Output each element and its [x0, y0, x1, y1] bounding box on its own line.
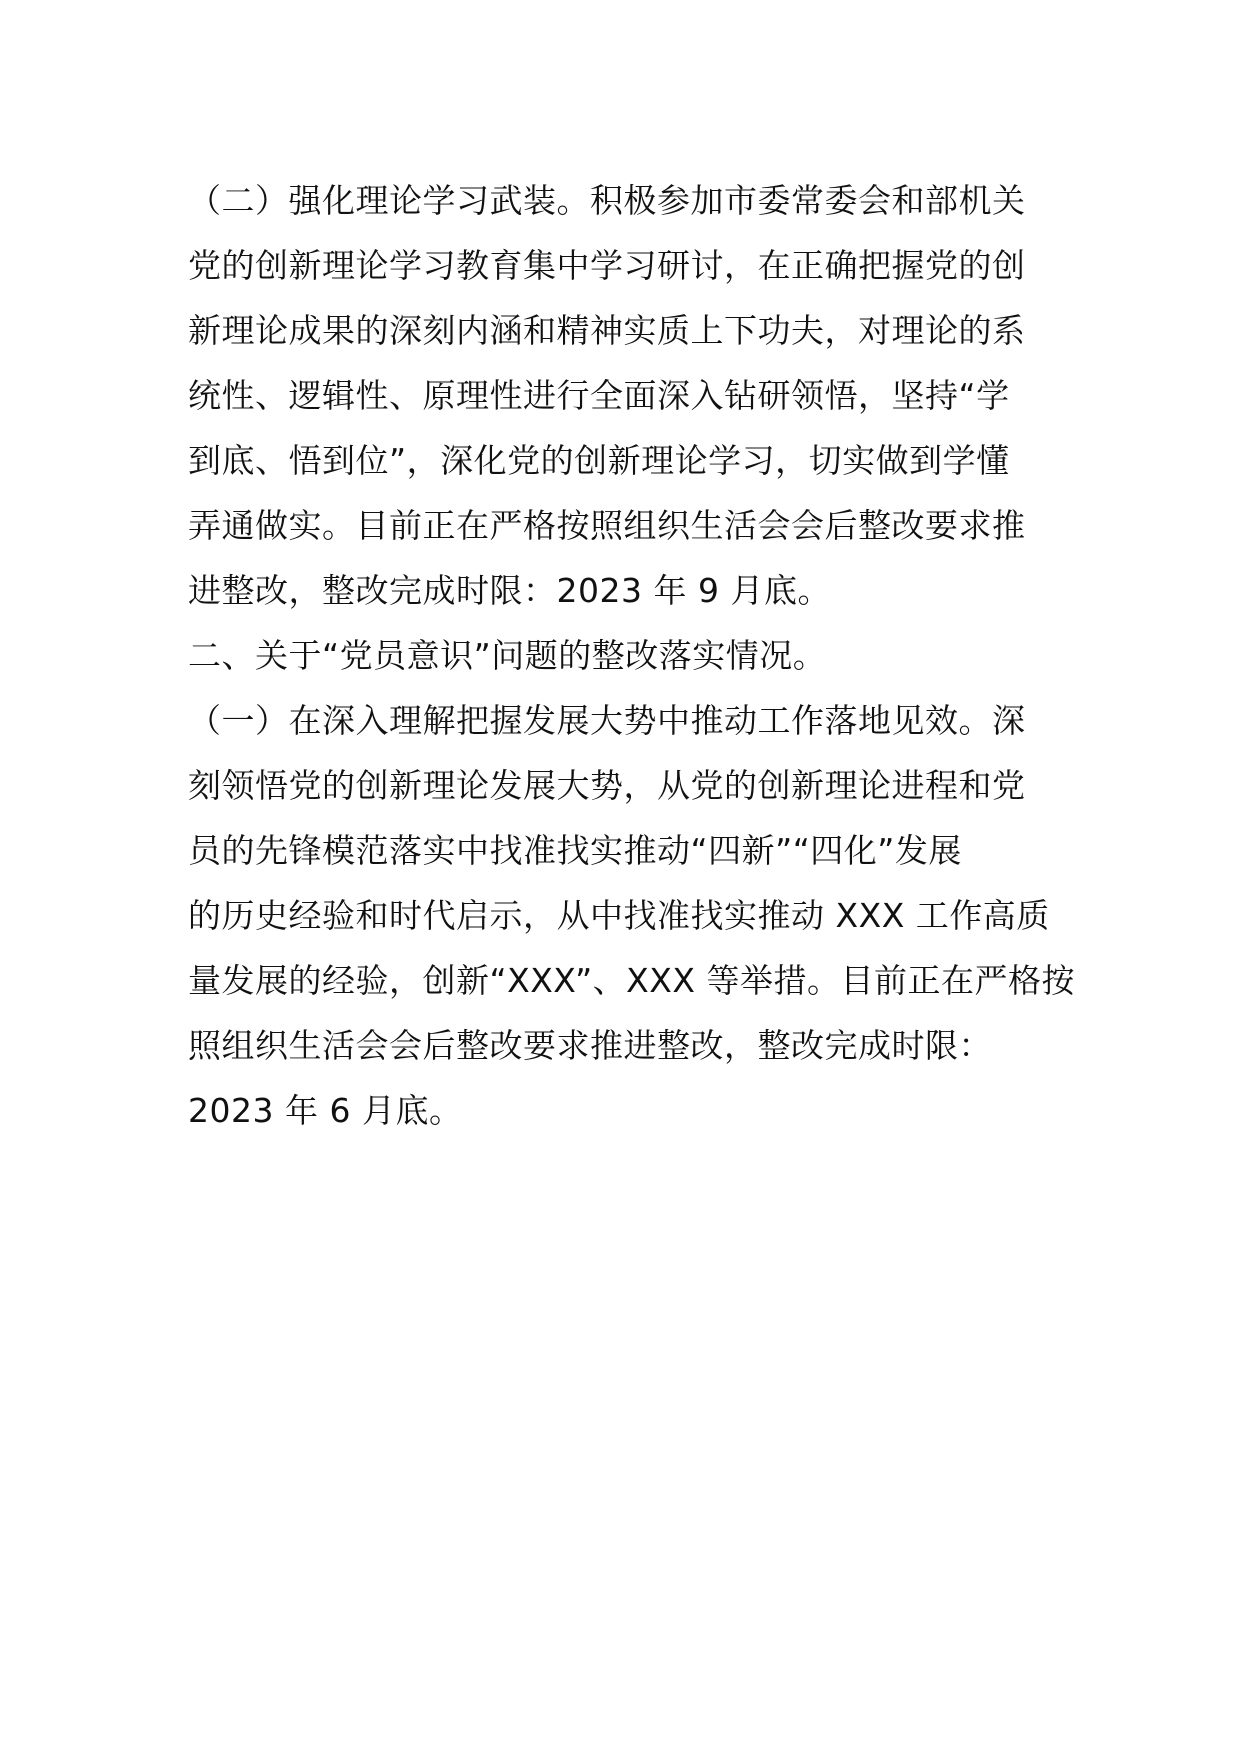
text-line: 量发展的经验，创新“XXX”、XXX 等举措。目前正在严格按: [188, 961, 1075, 1000]
text-line: 弄通做实。目前正在严格按照组织生活会会后整改要求推: [188, 506, 1026, 545]
text-line: 统性、逻辑性、原理性进行全面深入钻研领悟，坚持“学: [188, 376, 1010, 415]
text-line: 员的先锋模范落实中找准找实推动“四新”“四化”发展: [188, 831, 962, 870]
text-line: 刻领悟党的创新理论发展大势，从党的创新理论进程和党: [188, 766, 1026, 805]
section-heading: 二、关于“党员意识”问题的整改落实情况。: [188, 636, 827, 675]
text-line: 的历史经验和时代启示，从中找准找实推动 XXX 工作高质: [188, 896, 1050, 935]
text-line: 新理论成果的深刻内涵和精神实质上下功夫，对理论的系: [188, 311, 1026, 350]
text-line: 到底、悟到位”，深化党的创新理论学习，切实做到学懂: [188, 441, 1010, 480]
text-line: （一）在深入理解把握发展大势中推动工作落地见效。深: [188, 701, 1026, 740]
text-line: 2023 年 6 月底。: [188, 1091, 463, 1130]
document-body: [188, 168, 1075, 1143]
text-line: （二）强化理论学习武装。积极参加市委常委会和部机关: [188, 181, 1026, 220]
text-line: 进整改，整改完成时限：2023 年 9 月底。: [188, 571, 831, 610]
text-line: 党的创新理论学习教育集中学习研讨，在正确把握党的创: [188, 246, 1026, 285]
text-line: 照组织生活会会后整改要求推进整改，整改完成时限：: [188, 1026, 992, 1065]
